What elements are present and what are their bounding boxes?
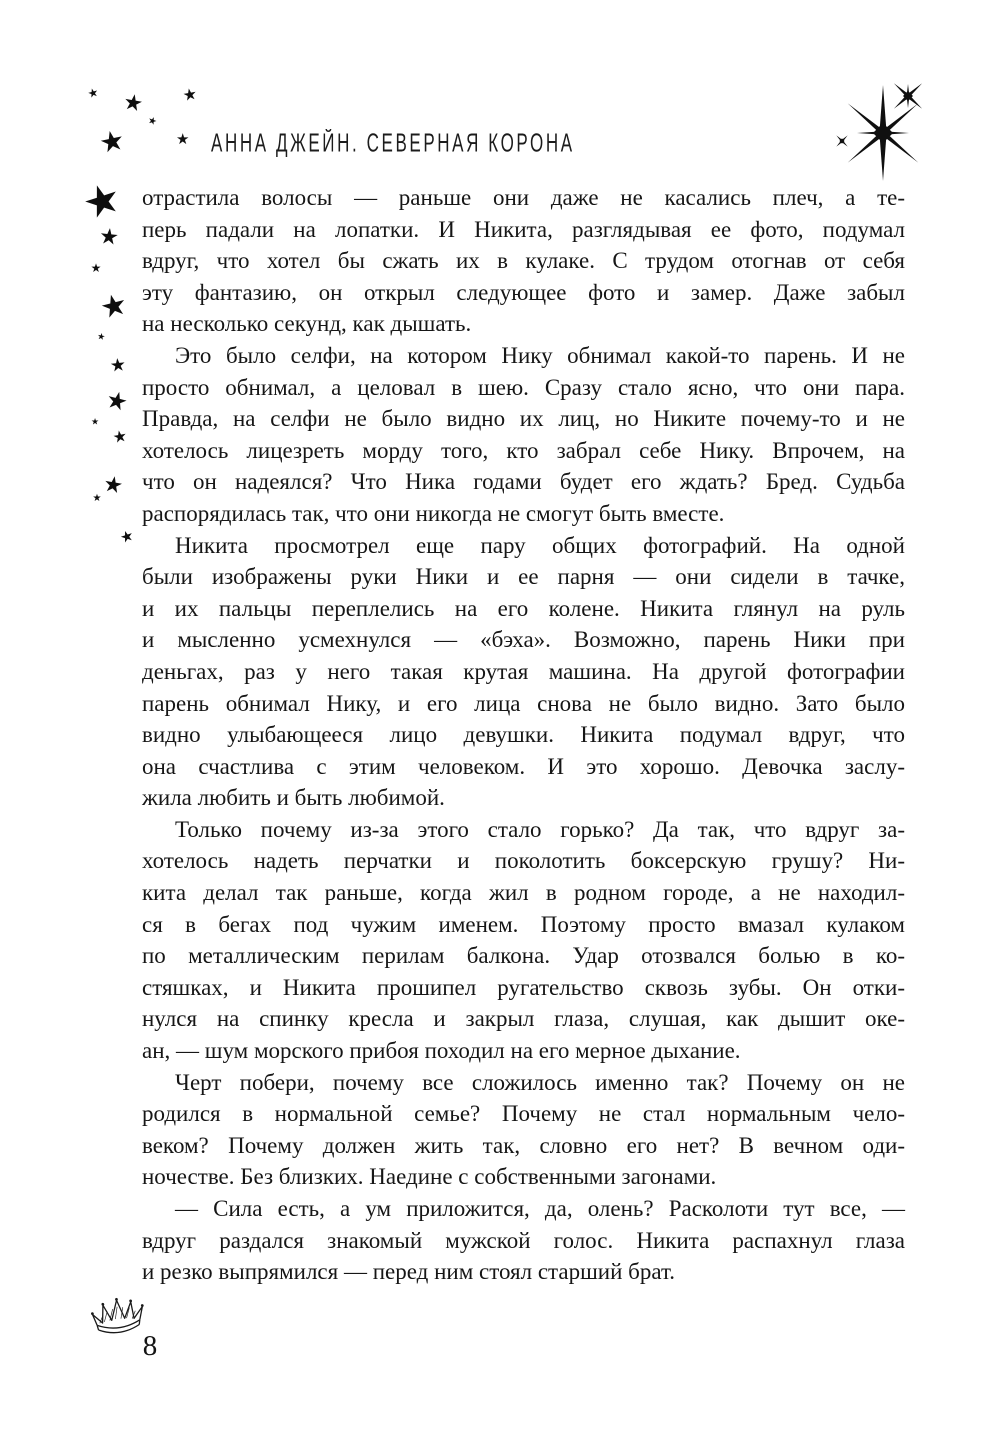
star-icon: ★ — [76, 171, 128, 230]
page-number: 8 — [142, 1330, 158, 1362]
text-line: просто обнимал, а целовал в шею. Сразу стало ясно, что они пара. — [142, 374, 905, 400]
text-line: и резко выпрямился — перед ним стоял старший брат. — [142, 1259, 676, 1285]
header-star-icon: ★ — [176, 130, 190, 148]
text-line: и мысленно усмехнулся — «бэха». Возможно, парень Ники при — [142, 627, 905, 653]
star-icon: ★ — [103, 384, 131, 418]
text-line: хотелось лицезреть морду того, кто забрал себе Нику. Впрочем, на — [142, 437, 905, 463]
text-line: Только почему из-за этого стало горько? Да так, что вдруг за- — [175, 816, 905, 842]
text-line: хотелось надеть перчатки и поколотить боксерскую грушу? Ни- — [142, 848, 905, 874]
text-line: Это было селфи, на котором Нику обнимал какой-то парень. И не — [175, 342, 905, 368]
star-icon: ★ — [90, 261, 102, 275]
text-line: по металлическим перилам балкона. Удар отозвался болью в ко- — [142, 943, 905, 969]
text-line: вдруг, что хотел бы сжать их в кулаке. С трудом отогнав от себя — [142, 248, 905, 274]
star-icon: ★ — [108, 354, 128, 377]
body-text — [142, 182, 905, 1288]
star-icon: ★ — [90, 417, 100, 428]
text-line: веком? Почему должен жить так, словно его нет? В вечном оди- — [142, 1132, 905, 1158]
star-icon: ★ — [85, 84, 101, 102]
text-line: вдруг раздался знакомый мужской голос. Никита распахнул глаза — [142, 1227, 905, 1253]
running-title: АННА ДЖЕЙН. СЕВЕРНАЯ КОРОНА — [211, 129, 575, 158]
text-line: перь падали на лопатки. И Никита, разглядывая ее фото, подумал — [142, 216, 905, 242]
star-icon: ★ — [96, 286, 132, 327]
paragraph — [142, 1193, 905, 1288]
text-line: нулся на спинку кресла и закрыл глаза, слушая, как дышит оке- — [142, 1006, 905, 1032]
text-line: и их пальцы переплелись на его колене. Никита глянул на руль — [142, 595, 905, 621]
star-icon: ★ — [111, 425, 129, 448]
star-icon: ★ — [97, 224, 121, 251]
star-icon: ★ — [92, 493, 102, 504]
text-line: были изображены руки Ники и ее парня — они сидели в тачке, — [142, 564, 905, 590]
star-icon: ★ — [96, 331, 106, 344]
star-icon: ★ — [96, 122, 128, 161]
text-line: жила любить и быть любимой. — [142, 785, 445, 811]
text-line: Никита просмотрел еще пару общих фотографий. На одной — [175, 532, 905, 558]
text-line: она счастлива с этим человеком. И это хорошо. Девочка заслу- — [142, 753, 905, 779]
text-line: Правда, на селфи не было видно их лиц, но Никите почему-то и не — [142, 406, 905, 432]
text-line: Черт побери, почему все сложилось именно так? Почему он не — [175, 1069, 905, 1095]
text-line: ся в бегах под чужим именем. Поэтому просто вмазал кулаком — [142, 911, 905, 937]
text-line: родился в нормальной семье? Почему не стал нормальным чело- — [142, 1101, 905, 1127]
text-line: ан, — шум морского прибоя походил на его мерное дыхание. — [142, 1038, 741, 1064]
text-line: отрастила волосы — раньше они даже не касались плеч, а те- — [142, 185, 905, 210]
star-icon: ★ — [101, 471, 125, 500]
text-line: распорядилась так, что они никогда не смогут быть вместе. — [142, 500, 725, 526]
star-icon: ★ — [117, 525, 137, 548]
text-line: что он надеялся? Что Ника годами будет его ждать? Бред. Судьба — [142, 469, 905, 495]
paragraph — [142, 1067, 905, 1193]
text-line: ночестве. Без близких. Наедине с собственными загонами. — [142, 1164, 717, 1190]
text-line: стяшках, и Никита прошипел ругательство сквозь зубы. Он отки- — [142, 974, 905, 1000]
text-line: эту фантазию, он открыл следующее фото и замер. Даже забыл — [142, 279, 905, 305]
text-line: деньгах, раз у него такая крутая машина. На другой фотографии — [142, 658, 905, 684]
paragraph — [142, 182, 905, 340]
text-line: парень обнимал Нику, и его лица снова не было видно. Зато было — [142, 690, 905, 716]
paragraph — [142, 340, 905, 530]
text-line: — Сила есть, а ум приложится, да, олень? Расколоти тут все, — — [175, 1196, 905, 1221]
paragraph — [142, 814, 905, 1067]
text-line: на несколько секунд, как дышать. — [142, 311, 472, 337]
star-icon: ★ — [121, 89, 145, 118]
star-icon: ★ — [181, 83, 199, 106]
text-line: кита делал так раньше, когда жил в родном городе, а не находил- — [142, 880, 905, 906]
paragraph — [142, 530, 905, 814]
star-icon: ★ — [146, 114, 159, 129]
text-line: видно улыбающееся лицо девушки. Никита подумал вдруг, что — [142, 722, 905, 748]
